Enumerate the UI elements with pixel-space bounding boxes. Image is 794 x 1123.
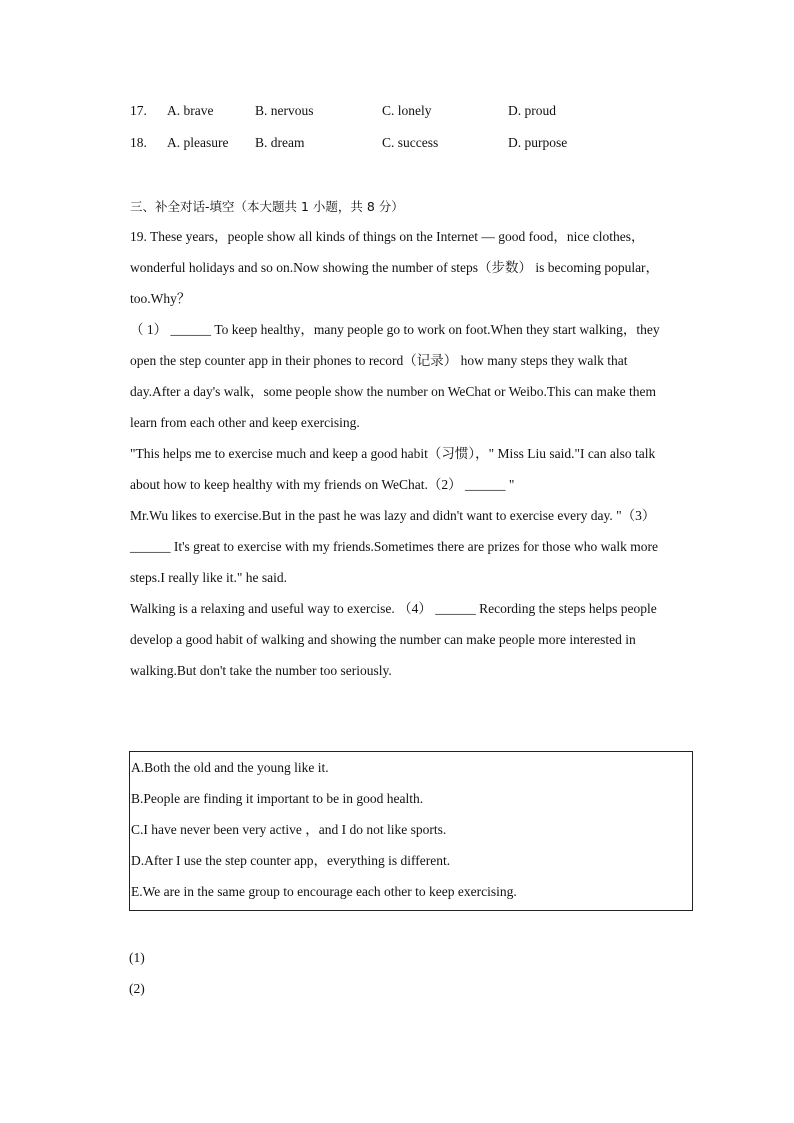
passage	[130, 221, 700, 686]
passage-line: walking.But don't take the number too seriously.	[130, 663, 392, 678]
passage-line: day.After a day's walk，some people show the number on WeChat or Weibo.This can make them	[130, 384, 656, 399]
passage-line: Mr.Wu likes to exercise.But in the past he was lazy and didn't want to exercise every day. "（3）	[130, 508, 656, 523]
question-number: 17.	[130, 103, 147, 118]
passage-line: ______ It's great to exercise with my friends.Sometimes there are prizes for those who walk more	[130, 539, 659, 554]
choice-b: B.People are finding it important to be in good health.	[131, 791, 424, 806]
section-title: 三、补全对话-填空（本大题共 1 小题，共 8 分）	[130, 199, 404, 214]
option-b: B. dream	[255, 135, 305, 150]
passage-line: 19. These years，people show all kinds of things on the Internet — good food，nice clothes，	[130, 229, 645, 244]
option-c: C. success	[382, 135, 439, 150]
passage-line: learn from each other and keep exercising.	[130, 415, 360, 430]
choice-c: C.I have never been very active ，and I do not like sports.	[131, 822, 447, 837]
passage-line: wonderful holidays and so on.Now showing the number of steps（步数） is becoming popular，	[130, 260, 660, 275]
passage-line: too.Why？	[130, 291, 191, 306]
answer-label-2: (2)	[129, 981, 145, 996]
passage-line: steps.I really like it." he said.	[130, 570, 287, 585]
passage-line: "This helps me to exercise much and keep a good habit（习惯），" Miss Liu said."I can also talk	[130, 446, 656, 461]
choice-a: A.Both the old and the young like it.	[131, 760, 329, 775]
passage-line: about how to keep healthy with my friends on WeChat.（2） ______ "	[130, 477, 515, 492]
passage-line: （ 1） ______ To keep healthy，many people go to work on foot.When they start walking，they	[130, 322, 660, 337]
answer-label-1: (1)	[129, 950, 145, 965]
option-a: A. pleasure	[167, 135, 229, 150]
option-a: A. brave	[167, 103, 214, 118]
passage-line: Walking is a relaxing and useful way to exercise. （4） ______ Recording the steps helps people	[130, 601, 657, 616]
option-d: D. proud	[508, 103, 556, 118]
choice-e: E.We are in the same group to encourage each other to keep exercising.	[131, 884, 517, 899]
passage-line: open the step counter app in their phones to record（记录） how many steps they walk that	[130, 353, 628, 368]
option-b: B. nervous	[255, 103, 314, 118]
choices-box	[129, 751, 693, 911]
passage-line: develop a good habit of walking and showing the number can make people more interested in	[130, 632, 636, 647]
option-c: C. lonely	[382, 103, 432, 118]
question-number: 18.	[130, 135, 147, 150]
choice-d: D.After I use the step counter app，everything is different.	[131, 853, 451, 868]
option-d: D. purpose	[508, 135, 568, 150]
